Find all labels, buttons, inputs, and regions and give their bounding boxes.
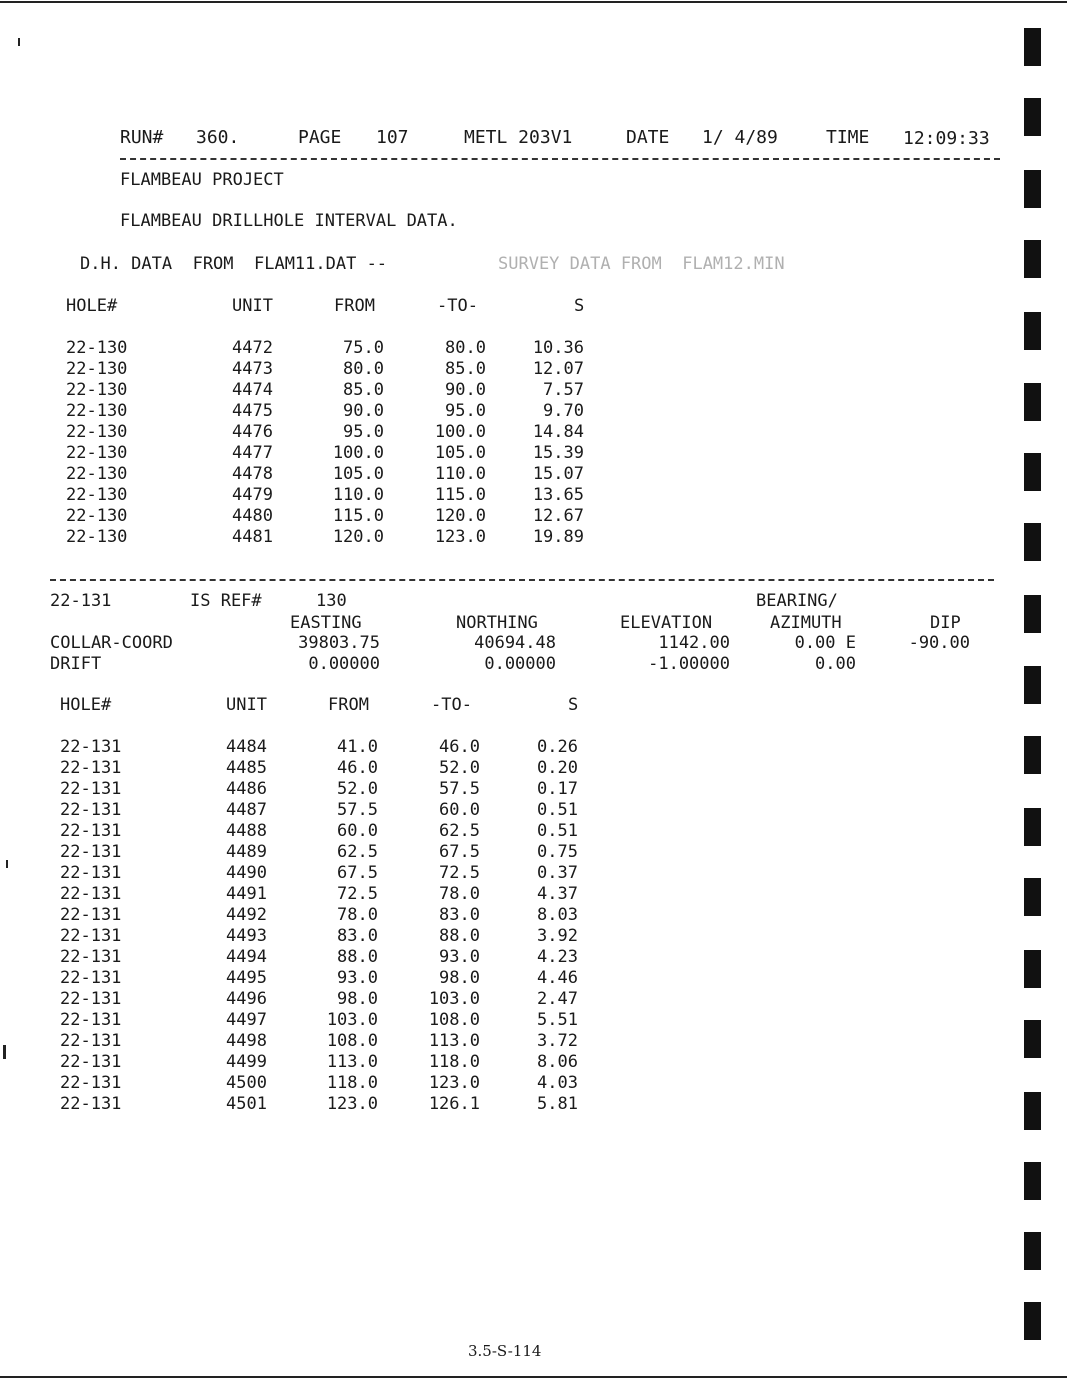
cell-s: 8.03 [537, 905, 578, 925]
dh-data-source: D.H. DATA FROM FLAM11.DAT -- [80, 254, 388, 274]
azimuth-header: AZIMUTH [770, 613, 842, 633]
cell-to: 123.0 [434, 527, 486, 547]
feed-mark [1024, 28, 1041, 66]
cell-unit: 4493 [226, 926, 267, 946]
cell-to: 100.0 [434, 422, 486, 442]
cell-s: 12.67 [532, 506, 584, 526]
cell-to: 62.5 [439, 821, 480, 841]
cell-from: 41.0 [337, 737, 378, 757]
feed-mark [1024, 1020, 1041, 1058]
cell-to: 123.0 [428, 1073, 480, 1093]
header-date-label: DATE [626, 127, 670, 148]
easting-header: EASTING [290, 613, 362, 633]
cell-to: 120.0 [434, 506, 486, 526]
collar-azimuth: 0.00 E [794, 633, 856, 653]
cell-unit: 4475 [232, 401, 273, 421]
cell-s: 4.46 [537, 968, 578, 988]
cell-unit: 4497 [226, 1010, 267, 1030]
cell-to: 126.1 [428, 1094, 480, 1114]
col-header-unit: UNIT [226, 695, 267, 715]
cell-s: 14.84 [532, 422, 584, 442]
cell-unit: 4477 [232, 443, 273, 463]
cell-hole: 22-131 [60, 821, 122, 841]
cell-from: 60.0 [337, 821, 378, 841]
collar-label: COLLAR-COORD [50, 633, 173, 653]
cell-s: 0.51 [537, 821, 578, 841]
cell-to: 93.0 [439, 947, 480, 967]
cell-s: 5.51 [537, 1010, 578, 1030]
col-header-from: FROM [328, 695, 369, 715]
section-divider [50, 579, 994, 581]
project-title: FLAMBEAU PROJECT [120, 170, 284, 190]
feed-mark [1024, 595, 1041, 633]
cell-s: 19.89 [532, 527, 584, 547]
cell-s: 0.26 [537, 737, 578, 757]
ref-label: IS REF# [190, 591, 262, 611]
cell-hole: 22-130 [66, 401, 128, 421]
cell-hole: 22-131 [60, 947, 122, 967]
cell-hole: 22-130 [66, 506, 128, 526]
col-header-to: -TO- [431, 695, 472, 715]
cell-from: 120.0 [332, 527, 384, 547]
cell-hole: 22-131 [60, 1010, 122, 1030]
header-run-label: RUN# [120, 127, 164, 148]
cell-to: 85.0 [445, 359, 486, 379]
cell-unit: 4494 [226, 947, 267, 967]
cell-from: 57.5 [337, 800, 378, 820]
cell-hole: 22-131 [60, 884, 122, 904]
cell-hole: 22-131 [60, 1094, 122, 1114]
cell-unit: 4487 [226, 800, 267, 820]
cell-from: 67.5 [337, 863, 378, 883]
feed-mark [1024, 1232, 1041, 1270]
cell-unit: 4480 [232, 506, 273, 526]
cell-from: 85.0 [343, 380, 384, 400]
cell-from: 95.0 [343, 422, 384, 442]
cell-s: 3.92 [537, 926, 578, 946]
cell-from: 80.0 [343, 359, 384, 379]
cell-unit: 4474 [232, 380, 273, 400]
feed-mark [1024, 1302, 1041, 1340]
cell-from: 75.0 [343, 338, 384, 358]
cell-s: 4.03 [537, 1073, 578, 1093]
cell-hole: 22-131 [60, 737, 122, 757]
cell-s: 13.65 [532, 485, 584, 505]
collar-easting: 39803.75 [298, 633, 380, 653]
cell-from: 90.0 [343, 401, 384, 421]
cell-to: 113.0 [428, 1031, 480, 1051]
feed-mark [1024, 736, 1041, 774]
cell-unit: 4490 [226, 863, 267, 883]
cell-unit: 4478 [232, 464, 273, 484]
cell-unit: 4479 [232, 485, 273, 505]
cell-from: 113.0 [326, 1052, 378, 1072]
col-header-hole: HOLE# [60, 695, 112, 715]
elevation-header: ELEVATION [620, 613, 713, 633]
col-header-unit: UNIT [232, 296, 273, 316]
feed-mark [1024, 453, 1041, 491]
cell-s: 4.23 [537, 947, 578, 967]
cell-from: 88.0 [337, 947, 378, 967]
header-time-value: 12:09:33 [903, 128, 990, 149]
cell-unit: 4495 [226, 968, 267, 988]
cell-to: 110.0 [434, 464, 486, 484]
cell-s: 0.20 [537, 758, 578, 778]
header-run-value: 360. [196, 127, 240, 148]
cell-unit: 4492 [226, 905, 267, 925]
scan-artifact [18, 38, 20, 46]
top-scan-edge [0, 1, 1067, 3]
cell-hole: 22-131 [60, 989, 122, 1009]
survey-data-source: SURVEY DATA FROM FLAM12.MIN [498, 254, 785, 274]
cell-to: 115.0 [434, 485, 486, 505]
col-header-s: S [574, 296, 585, 316]
cell-from: 98.0 [337, 989, 378, 1009]
cell-s: 0.75 [537, 842, 578, 862]
cell-from: 62.5 [337, 842, 378, 862]
cell-hole: 22-131 [60, 1031, 122, 1051]
cell-from: 108.0 [326, 1031, 378, 1051]
northing-header: NORTHING [456, 613, 538, 633]
cell-unit: 4491 [226, 884, 267, 904]
cell-from: 46.0 [337, 758, 378, 778]
cell-s: 3.72 [537, 1031, 578, 1051]
header-divider [120, 158, 1000, 160]
drift-azimuth: 0.00 [815, 654, 856, 674]
cell-from: 118.0 [326, 1073, 378, 1093]
cell-unit: 4472 [232, 338, 273, 358]
header-page-value: 107 [376, 127, 409, 148]
hole-id: 22-131 [50, 591, 112, 611]
cell-s: 10.36 [532, 338, 584, 358]
cell-hole: 22-130 [66, 485, 128, 505]
cell-to: 67.5 [439, 842, 480, 862]
cell-unit: 4484 [226, 737, 267, 757]
cell-from: 83.0 [337, 926, 378, 946]
cell-s: 8.06 [537, 1052, 578, 1072]
drift-easting: 0.00000 [308, 654, 380, 674]
cell-unit: 4496 [226, 989, 267, 1009]
cell-to: 103.0 [428, 989, 480, 1009]
cell-s: 0.37 [537, 863, 578, 883]
cell-hole: 22-130 [66, 338, 128, 358]
cell-to: 108.0 [428, 1010, 480, 1030]
feed-mark [1024, 312, 1041, 350]
cell-unit: 4498 [226, 1031, 267, 1051]
feed-mark [1024, 1092, 1041, 1130]
cell-hole: 22-131 [60, 1052, 122, 1072]
bottom-scan-edge [0, 1376, 1067, 1378]
cell-to: 95.0 [445, 401, 486, 421]
scan-artifact [6, 860, 8, 868]
cell-hole: 22-131 [60, 842, 122, 862]
cell-s: 9.70 [543, 401, 584, 421]
cell-s: 0.51 [537, 800, 578, 820]
cell-hole: 22-131 [60, 863, 122, 883]
feed-mark [1024, 666, 1041, 704]
cell-unit: 4501 [226, 1094, 267, 1114]
feed-mark [1024, 950, 1041, 988]
cell-s: 5.81 [537, 1094, 578, 1114]
header-page-label: PAGE [298, 127, 342, 148]
cell-from: 72.5 [337, 884, 378, 904]
dip-header: DIP [930, 613, 961, 633]
feed-mark [1024, 383, 1041, 421]
cell-unit: 4473 [232, 359, 273, 379]
cell-hole: 22-131 [60, 968, 122, 988]
cell-hole: 22-131 [60, 800, 122, 820]
cell-to: 57.5 [439, 779, 480, 799]
cell-to: 83.0 [439, 905, 480, 925]
cell-to: 60.0 [439, 800, 480, 820]
cell-to: 80.0 [445, 338, 486, 358]
cell-hole: 22-130 [66, 359, 128, 379]
cell-to: 105.0 [434, 443, 486, 463]
collar-dip: -90.00 [908, 633, 970, 653]
cell-to: 46.0 [439, 737, 480, 757]
cell-s: 4.37 [537, 884, 578, 904]
cell-hole: 22-130 [66, 422, 128, 442]
cell-from: 110.0 [332, 485, 384, 505]
feed-mark [1024, 878, 1041, 916]
feed-mark [1024, 240, 1041, 278]
cell-unit: 4499 [226, 1052, 267, 1072]
cell-unit: 4500 [226, 1073, 267, 1093]
cell-from: 115.0 [332, 506, 384, 526]
col-header-from: FROM [334, 296, 375, 316]
bearing-header: BEARING/ [756, 591, 838, 611]
header-metl: METL 203V1 [464, 127, 573, 148]
feed-mark [1024, 1162, 1041, 1200]
cell-from: 105.0 [332, 464, 384, 484]
cell-to: 72.5 [439, 863, 480, 883]
feed-mark [1024, 808, 1041, 846]
feed-mark [1024, 170, 1041, 208]
cell-hole: 22-131 [60, 758, 122, 778]
feed-mark [1024, 523, 1041, 561]
scan-artifact [3, 1045, 6, 1059]
cell-hole: 22-130 [66, 527, 128, 547]
col-header-hole: HOLE# [66, 296, 118, 316]
cell-s: 7.57 [543, 380, 584, 400]
drift-label: DRIFT [50, 654, 102, 674]
cell-s: 12.07 [532, 359, 584, 379]
cell-unit: 4476 [232, 422, 273, 442]
cell-unit: 4481 [232, 527, 273, 547]
cell-s: 2.47 [537, 989, 578, 1009]
cell-s: 15.39 [532, 443, 584, 463]
cell-unit: 4486 [226, 779, 267, 799]
cell-to: 90.0 [445, 380, 486, 400]
cell-hole: 22-130 [66, 380, 128, 400]
cell-hole: 22-131 [60, 1073, 122, 1093]
col-header-s: S [568, 695, 579, 715]
header-time-label: TIME [826, 127, 870, 148]
collar-northing: 40694.48 [474, 633, 556, 653]
drift-elevation: -1.00000 [648, 654, 730, 674]
cell-to: 88.0 [439, 926, 480, 946]
cell-unit: 4489 [226, 842, 267, 862]
cell-from: 100.0 [332, 443, 384, 463]
cell-hole: 22-130 [66, 443, 128, 463]
cell-from: 78.0 [337, 905, 378, 925]
col-header-to: -TO- [437, 296, 478, 316]
doc-code: 3.5-S-114 [468, 1342, 542, 1360]
cell-s: 15.07 [532, 464, 584, 484]
report-title: FLAMBEAU DRILLHOLE INTERVAL DATA. [120, 211, 458, 231]
cell-s: 0.17 [537, 779, 578, 799]
cell-to: 98.0 [439, 968, 480, 988]
collar-elevation: 1142.00 [658, 633, 730, 653]
header-date-value: 1/ 4/89 [702, 127, 778, 148]
cell-hole: 22-131 [60, 926, 122, 946]
cell-from: 103.0 [326, 1010, 378, 1030]
cell-hole: 22-131 [60, 779, 122, 799]
cell-from: 123.0 [326, 1094, 378, 1114]
cell-unit: 4485 [226, 758, 267, 778]
feed-mark [1024, 98, 1041, 136]
cell-hole: 22-130 [66, 464, 128, 484]
cell-hole: 22-131 [60, 905, 122, 925]
cell-to: 52.0 [439, 758, 480, 778]
cell-to: 118.0 [428, 1052, 480, 1072]
cell-from: 52.0 [337, 779, 378, 799]
cell-unit: 4488 [226, 821, 267, 841]
cell-from: 93.0 [337, 968, 378, 988]
cell-to: 78.0 [439, 884, 480, 904]
drift-northing: 0.00000 [484, 654, 556, 674]
ref-value: 130 [316, 591, 347, 611]
